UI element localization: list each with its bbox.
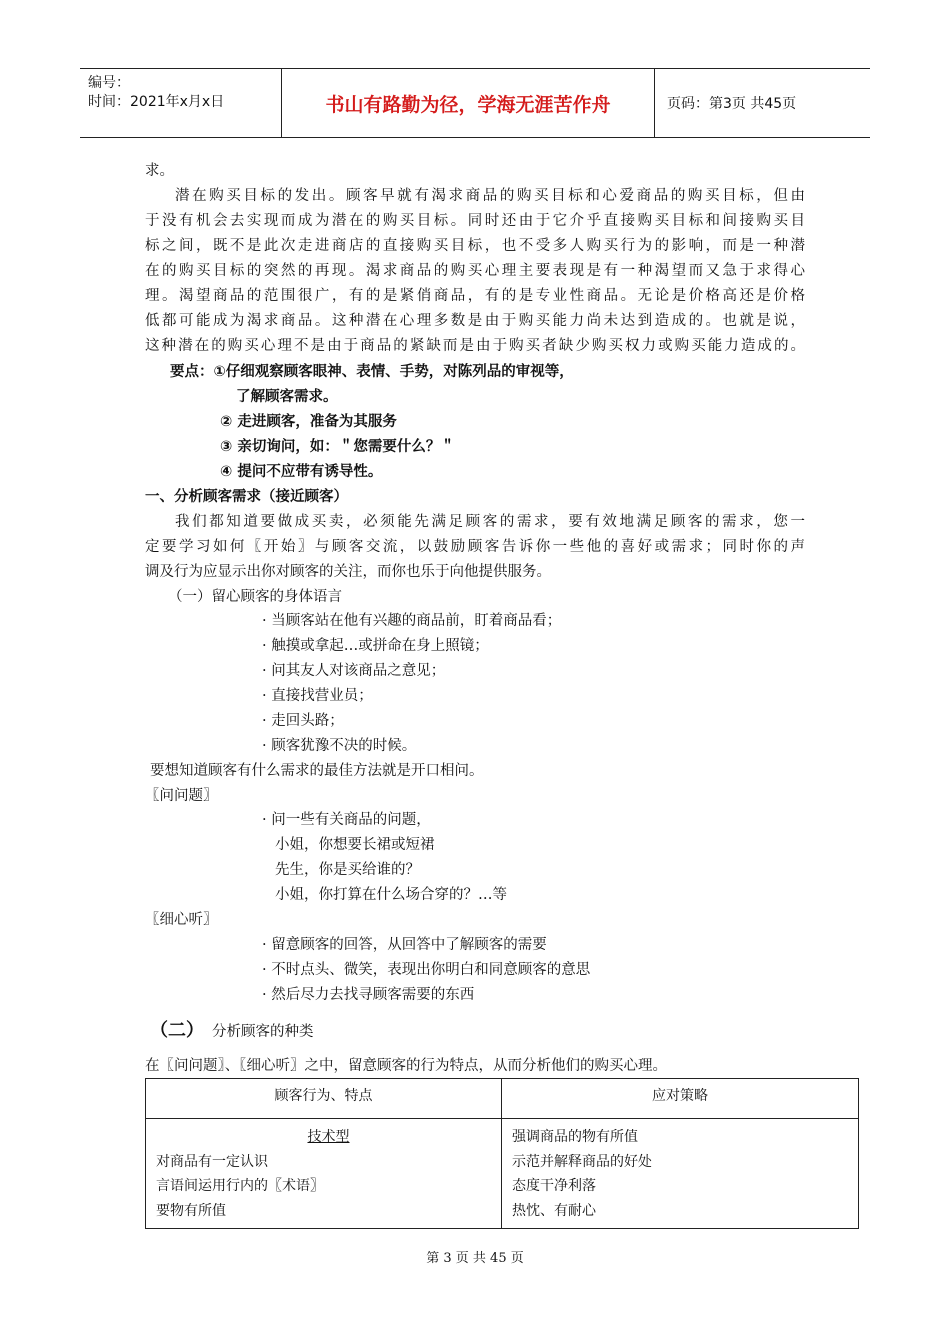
text-line: 理。渴望商品的范围很广，有的是紧俏商品，有的是专业性商品。无论是价格高还是价格 (145, 288, 805, 304)
table-header-cell: 顾客行为、特点 (146, 1079, 502, 1119)
subsection-heading (150, 1021, 314, 1042)
page-footer: 第 3 页 共 45 页 (426, 1251, 524, 1266)
trait-item: 要物有所值 (156, 1202, 226, 1219)
key-point: ③ 亲切询问，如：＂您需要什么？＂ (220, 439, 455, 455)
customer-type-table (145, 1078, 859, 1229)
subsection-title: 分析顾客的种类 (212, 1024, 314, 1040)
list-item: 小姐，你打算在什么场合穿的？…等 (275, 887, 507, 903)
list-item: 先生，你是买给谁的？ (275, 862, 420, 878)
list-item: · 不时点头、微笑，表现出你明白和同意顾客的意思 (262, 962, 591, 978)
key-point: 了解顾客需求。 (236, 389, 338, 405)
page-header (80, 68, 870, 138)
table-header-row (146, 1079, 859, 1119)
type-title: 技术型 (307, 1129, 350, 1145)
text-line: 定要学习如何〖开始〗与顾客交流，以鼓励顾客告诉你一些他的喜好或需求；同时你的声 (145, 539, 805, 555)
text-line: 在〖问问题〗、〖细心听〗之中，留意顾客的行为特点，从而分析他们的购买心理。 (145, 1058, 667, 1074)
listen-heading: 〖细心听〗 (145, 912, 218, 928)
text-line: 这种潜在的购买心理不是由于商品的紧缺而是由于购买者缺少购买权力或购买能力造成的。 (145, 338, 805, 354)
list-item: · 触摸或拿起…或拼命在身上照镜； (262, 638, 489, 654)
list-item: · 顾客犹豫不决的时候。 (262, 738, 417, 754)
number-label: 编号： (88, 75, 130, 91)
key-point: ④ 提问不应带有诱导性。 (220, 464, 383, 480)
list-item: · 问其友人对该商品之意见； (262, 663, 446, 679)
list-item: · 当顾客站在他有兴趣的商品前，盯着商品看； (262, 613, 562, 629)
table-header-cell: 应对策略 (502, 1079, 859, 1119)
list-item: · 直接找营业员； (262, 688, 373, 704)
list-item: · 然后尽力去找寻顾客需要的东西 (262, 987, 475, 1003)
list-item: 小姐，你想要长裙或短裙 (275, 837, 435, 853)
list-item: · 留意顾客的回答，从回答中了解顾客的需要 (262, 937, 547, 953)
key-point: 要点：①仔细观察顾客眼神、表情、手势，对陈列品的审视等， (170, 364, 574, 380)
header-meta (80, 69, 282, 137)
text-line: 在的购买目标的突然的再现。渴求商品的购买心理主要表现是有一种渴望而又急于求得心 (145, 263, 805, 279)
text-line: 求。 (145, 163, 174, 179)
table-cell-traits (146, 1119, 502, 1229)
header-motto: 书山有路勤为径，学海无涯苦作舟 (282, 69, 655, 137)
text-line: 要想知道顾客有什么需求的最佳方法就是开口相问。 (150, 763, 484, 779)
key-point: ② 走进顾客，准备为其服务 (220, 414, 397, 430)
text-line: 标之间，既不是此次走进商店的直接购买目标，也不受多人购买行为的影响，而是一种潜 (145, 238, 805, 254)
list-item: · 走回头路； (262, 713, 344, 729)
text-line: 低都可能成为渴求商品。这种潜在心理多数是由于购买能力尚未达到造成的。也就是说， (145, 313, 805, 329)
trait-item: 对商品有一定认识 (156, 1153, 268, 1170)
table-cell-strategies (502, 1119, 859, 1229)
trait-item: 言语间运用行内的〖术语〗 (156, 1178, 324, 1194)
strategy-item: 强调商品的物有所值 (512, 1129, 638, 1145)
strategy-item: 示范并解释商品的好处 (512, 1153, 652, 1170)
strategy-item: 热忱、有耐心 (512, 1202, 596, 1219)
text-line: 于没有机会去实现而成为潜在的购买目标。同时还由于它介乎直接购买目标和间接购买目 (145, 213, 805, 229)
time-label: 时间：2021年x月x日 (88, 94, 225, 110)
text-line: 我们都知道要做成买卖，必须能先满足顾客的需求，要有效地满足顾客的需求，您一 (175, 514, 805, 530)
list-item: · 问一些有关商品的问题， (262, 812, 431, 828)
section-heading: 一、分析顾客需求（接近顾客） (145, 489, 348, 505)
text-line: 潜在购买目标的发出。顾客早就有渴求商品的购买目标和心爱商品的购买目标，但由 (175, 188, 805, 204)
subsection-number: （二） (150, 1020, 204, 1041)
header-page-info: 页码：第3页 共45页 (667, 96, 797, 112)
subsection-heading: （一）留心顾客的身体语言 (168, 589, 342, 605)
strategy-item: 态度干净利落 (512, 1178, 596, 1194)
ask-heading: 〖问问题〗 (145, 788, 218, 804)
text-line: 调及行为应显示出你对顾客的关注，而你也乐于向他提供服务。 (145, 564, 551, 580)
table-row (146, 1119, 859, 1229)
